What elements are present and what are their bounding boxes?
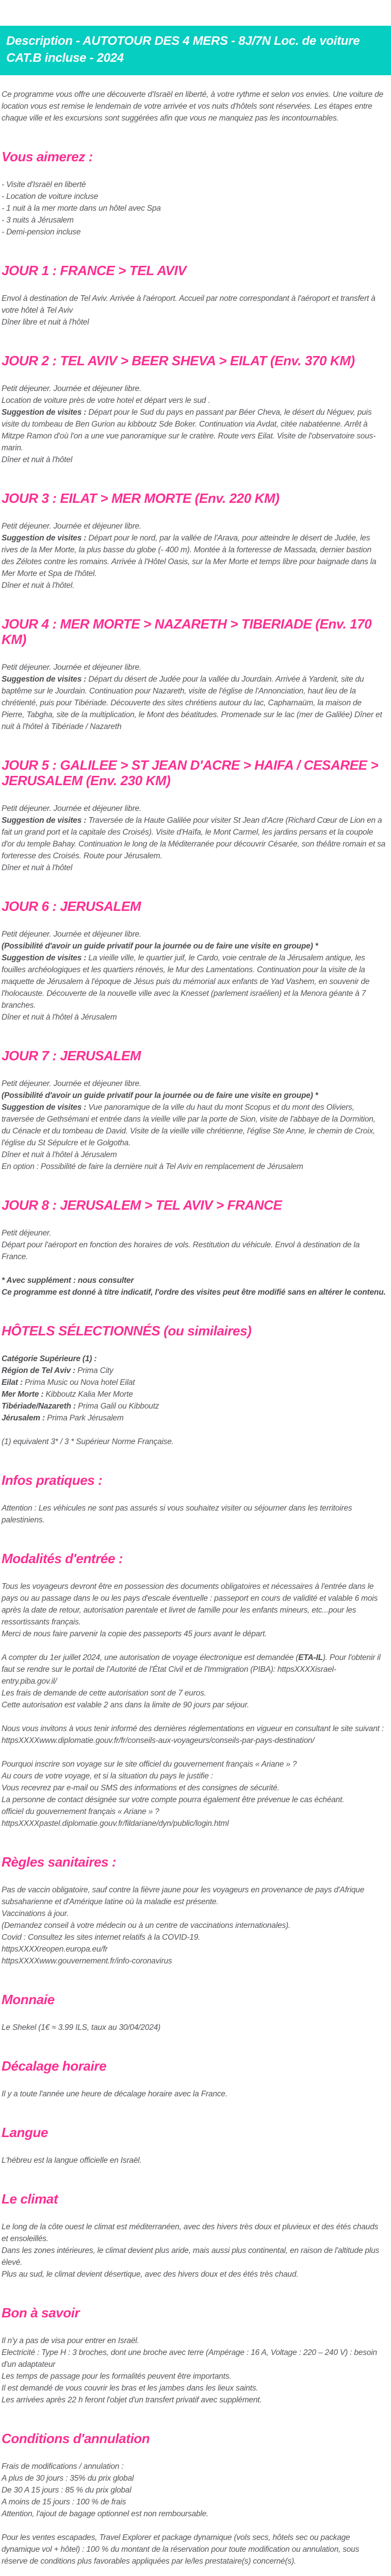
paragraph-line: [2, 1782, 386, 1794]
paragraph: [2, 1078, 386, 1173]
paragraph-line: [2, 1011, 386, 1023]
page: [0, 26, 391, 2566]
paragraph-line: [2, 226, 386, 238]
section: [2, 149, 386, 238]
paragraph-line: [2, 1365, 386, 1377]
section: [2, 1323, 386, 1448]
text: Dîner et nuit à l'hôtel.: [2, 581, 75, 590]
bold-text: Catégorie Supérieure (1) :: [2, 1354, 97, 1363]
document-body: [0, 89, 391, 2576]
text: Petit déjeuner. Journée et déjeuner libre.: [2, 930, 142, 939]
section-heading: Règles sanitaires :: [2, 1854, 117, 1870]
text: Dîner et nuit à l'hôtel: [2, 455, 73, 464]
text: Il est demandé de vous couvrir les bras et les jambes dans les lieux saints.: [2, 2384, 258, 2393]
text: Petit déjeuner. Journée et déjeuner libre.: [2, 1079, 142, 1088]
paragraph-line: [2, 214, 386, 226]
section-heading: JOUR 6 : JERUSALEM: [2, 899, 141, 914]
section-heading: JOUR 7 : JERUSALEM: [2, 1048, 141, 1063]
paragraph-line: [2, 532, 386, 580]
paragraph: [2, 2022, 386, 2033]
paragraph: [2, 1652, 386, 1711]
text: Dîner et nuit à l'hôtel à Jérusalem: [2, 1150, 117, 1159]
text: Petit déjeuner.: [2, 1229, 52, 1238]
section: [2, 616, 386, 733]
paragraph: [2, 1275, 386, 1298]
bold-text: Suggestion de visites :: [2, 534, 89, 543]
paragraph-line: [2, 2088, 386, 2100]
text: Frais de modifications / annulation :: [2, 2462, 124, 2471]
text: Merci de nous faire parvenir la copie des passeports 45 jours avant le départ.: [2, 1630, 267, 1638]
paragraph: [2, 2461, 386, 2520]
text: Il n'y a pas de visa pour entrer en Israël.: [2, 2336, 139, 2345]
paragraph-line: [2, 406, 386, 454]
bold-text: Suggestion de visites :: [2, 1103, 89, 1112]
paragraph: [2, 1723, 386, 1747]
section: [2, 1854, 386, 1967]
section-heading: JOUR 8 : JERUSALEM > TEL AVIV > FRANCE: [2, 1197, 282, 1213]
text: ). Pour l'obtenir il faut se rendre sur le portail de l'Autorité de l'État Civil et de l'Immigration (PIBA): httpsXXXXisrael-entry.piba.gov.il/: [2, 1653, 381, 1686]
paragraph-line: [2, 520, 386, 532]
paragraph-line: [2, 1400, 386, 1412]
paragraph-line: [2, 1955, 386, 1967]
paragraph: [2, 179, 386, 238]
text: Prima Galil ou Kibboutz: [77, 1402, 159, 1411]
text: La personne de contact désignée sur votre compte pourra également être prévenue le cas échéant.: [2, 1795, 345, 1804]
text: Plus au sud, le climat devient désertique, avec des hivers doux et des étés très chaud.: [2, 2270, 299, 2279]
paragraph: [2, 293, 386, 328]
paragraph-line: [2, 2484, 386, 2496]
paragraph-line: [2, 1943, 386, 1955]
section-heading: JOUR 4 : MER MORTE > NAZARETH > TIBERIADE (Env. 170 KM): [2, 616, 372, 647]
section: [2, 263, 386, 328]
text: Vous recevrez par e-mail ou SMS des informations et des consignes de sécurité.: [2, 1784, 280, 1792]
text: Location de voiture près de votre hotel et départ vers le sud .: [2, 396, 210, 405]
paragraph-line: [2, 2245, 386, 2268]
text: Attention, l'ajout de bagage optionnel est non remboursable.: [2, 2510, 209, 2518]
text: - 1 nuit à la mer morte dans un hôtel avec Spa: [2, 204, 161, 213]
text: Pourquoi inscrire son voyage sur le site officiel du gouvernement français « Ariane » ?: [2, 1760, 297, 1769]
text: Au cours de votre voyage, et si la situation du pays le justifie :: [2, 1772, 213, 1781]
paragraph-line: [2, 202, 386, 214]
text: Vaccinations à jour.: [2, 1909, 69, 1918]
paragraph-line: [2, 1758, 386, 1770]
section-heading: Vous aimerez :: [2, 149, 93, 164]
paragraph-line: [2, 395, 386, 406]
section: [2, 757, 386, 874]
paragraph: [2, 2532, 386, 2567]
paragraph-line: [2, 952, 386, 1011]
paragraph-line: [2, 1436, 386, 1448]
text: Il y a toute l'année une heure de décalage horaire avec la France.: [2, 2090, 227, 2098]
section-heading: JOUR 1 : FRANCE > TEL AVIV: [2, 263, 187, 278]
bold-text: (Possibilité d'avoir un guide privatif pour la journée ou de faire une visite en groupe) *: [2, 1091, 318, 1100]
section-heading: JOUR 3 : EILAT > MER MORTE (Env. 220 KM): [2, 490, 280, 506]
section: [2, 2125, 386, 2166]
section-heading: Infos pratiques :: [2, 1472, 103, 1488]
paragraph: [2, 383, 386, 466]
section: [2, 1992, 386, 2033]
section: [2, 1472, 386, 1526]
paragraph: [2, 1436, 386, 1448]
section: [2, 490, 386, 591]
paragraph-line: [2, 2532, 386, 2567]
paragraph-line: [2, 803, 386, 815]
paragraph-line: [2, 1652, 386, 1687]
bold-text: * Avec supplément : nous consulter: [2, 1276, 134, 1285]
paragraph: [2, 2155, 386, 2166]
text: Dîner et nuit à l'hôtel à Jérusalem: [2, 1013, 117, 1022]
text: Départ pour le Sud du pays en passant par Béer Cheva, le désert du Néguev, puis visite du tombeau de Ben Gurion au kibboutz Sde Boker. Continuation via Avdat, citée nabatéenne. Arrêt à Mitzpe Ramon d'où l'on a une vue panoramique sur le cratère. Route vers Eilat. Visite de l'observatoire sous-marin.: [2, 408, 376, 452]
paragraph-line: [2, 1078, 386, 1090]
paragraph-line: [2, 1770, 386, 1782]
paragraph-line: [2, 673, 386, 733]
text: A moins de 15 jours : 100 % de frais: [2, 2498, 126, 2506]
paragraph-line: [2, 1806, 386, 1818]
paragraph-line: [2, 454, 386, 466]
bold-text: Mer Morte :: [2, 1390, 46, 1399]
text: httpsXXXXwww.gouvernement.fr/info-coronavirus: [2, 1957, 172, 1965]
paragraph-line: [2, 1101, 386, 1149]
bold-text: Suggestion de visites :: [2, 816, 89, 825]
text: Covid : Consultez les sites internet relatifs à la COVID-19.: [2, 1933, 201, 1942]
text: Cette autorisation est valable 2 ans dans la limite de 90 jours par séjour.: [2, 1701, 249, 1709]
paragraph-line: [2, 1149, 386, 1161]
paragraph-line: [2, 2022, 386, 2033]
paragraph-line: [2, 1931, 386, 1943]
paragraph-line: [2, 2268, 386, 2280]
text: - Demi-pension incluse: [2, 228, 81, 236]
bold-text: Jérusalem :: [2, 1414, 47, 1422]
bold-text: Suggestion de visites :: [2, 954, 89, 962]
text: Petit déjeuner. Journée et déjeuner libre.: [2, 663, 142, 672]
paragraph-line: [2, 1818, 386, 1829]
text: Pour les ventes escapades, Travel Explorer et package dynamique (vols secs, hôtels sec ou package dynamique vol + hôtel) : 100 % du montant de la réservation pour toute modification ou annulation, sous réserve de conditions plus favorables appliquées par le/les prestataire(s) concerné(s).: [2, 2533, 360, 2566]
paragraph-line: [2, 1794, 386, 1806]
paragraph: [2, 2335, 386, 2406]
text: En option : Possibilité de faire la dernière nuit à Tel Aviv en remplacement de Jérusalem: [2, 1162, 303, 1171]
bold-text: Ce programme est donné à titre indicatif, l'ordre des visites peut être modifié sans en altérer le contenu.: [2, 1288, 386, 1297]
text: Kibboutz Kalia Mer Morte: [45, 1390, 133, 1399]
text: Les temps de passage pour les formalités peuvent être importants.: [2, 2372, 232, 2381]
text: - 3 nuits à Jérusalem: [2, 216, 74, 225]
paragraph-line: [2, 1687, 386, 1699]
text: Petit déjeuner. Journée et déjeuner libre.: [2, 384, 142, 393]
paragraph: [2, 2088, 386, 2100]
section-heading: Bon à savoir: [2, 2305, 80, 2320]
bold-text: Eilat :: [2, 1378, 25, 1387]
section-heading: Décalage horaire: [2, 2058, 107, 2074]
section: [2, 89, 386, 124]
bold-text: (Possibilité d'avoir un guide privatif pour la journée ou de faire une visite en groupe) *: [2, 942, 318, 951]
text: Envol à destination de Tel Aviv. Arrivée à l'aéroport. Accueil par notre correspondant à l'aéroport et transfert à votre hôtel à Tel Aviv: [2, 294, 376, 315]
section: [2, 1048, 386, 1173]
paragraph-line: [2, 89, 386, 124]
paragraph-line: [2, 928, 386, 940]
text: Dîner libre et nuit à l'hôtel: [2, 318, 89, 327]
paragraph: [2, 662, 386, 733]
section-heading: Langue: [2, 2125, 48, 2140]
paragraph-line: [2, 2155, 386, 2166]
paragraph-line: [2, 2508, 386, 2520]
text: Prima Music ou Nova hotel Eilat: [24, 1378, 135, 1387]
text: httpsXXXXreopen.europa.eu/fr: [2, 1945, 108, 1954]
paragraph-line: [2, 383, 386, 395]
text: La vieille ville, le quartier juif, le Cardo, voie centrale de la Jérusalem antique, les fouilles archéologiques et les quartiers rénovés, le Mur des Lamentations. Continuation pour la visite de la maquette de Jérusalem à l'époque de Jésus puis du mémorial aux enfants de Yad Vashem, en souvenir de l'holocauste. Découverte de la nouvelle ville avec la Knesset (parlement israélien) et la Menora géante à 7 branches.: [2, 954, 370, 1010]
text: Les frais de demande de cette autorisation sont de 7 euros.: [2, 1689, 206, 1698]
paragraph-line: [2, 1502, 386, 1526]
paragraph-line: [2, 1239, 386, 1263]
text: Dîner et nuit à l'hôtel: [2, 863, 73, 872]
paragraph: [2, 1884, 386, 1967]
text: Départ du désert de Judée pour la vallée du Jourdain. Arrivée à Yardenit, site du baptême sur le Jourdain. Continuation pour Nazareth, visite de l'église de l'Annonciation, haut lieu de la chrétienté, puis pour Tibériade. Découverte des sites chrétiens autour du lac, Capharnaüm, la maison de Pierre, Tabgha, site de la multiplication, le Mont des béatitudes. Promenade sur le lac (mer de Galilée) Dîner et nuit à l'hôtel à Tibériade / Nazareth: [2, 675, 382, 731]
paragraph-line: [2, 2335, 386, 2347]
paragraph-line: [2, 191, 386, 202]
paragraph: [2, 1758, 386, 1829]
text: Attention : Les véhicules ne sont pas assurés si vous souhaitez visiter ou séjourner dans les territoires palestiniens.: [2, 1504, 352, 1524]
paragraph-line: [2, 2394, 386, 2406]
section: [2, 1551, 386, 1829]
text: (1) equivalent 3* / 3 * Supérieur Norme Française.: [2, 1437, 174, 1446]
text: Pas de vaccin obligatoire, sauf contre la fièvre jaune pour les voyageurs en provenance de pays d'Afrique subsaharienne et d'Amérique latine où la maladie est présente.: [2, 1886, 365, 1906]
text: L'hébreu est la langue officielle en Israël.: [2, 2156, 142, 2165]
text: Les arrivées après 22 h feront l'objet d'un transfert privatif avec supplément.: [2, 2396, 262, 2404]
paragraph-line: [2, 1377, 386, 1388]
paragraph: [2, 1353, 386, 1424]
paragraph: [2, 1227, 386, 1263]
bold-text: Tibériade/Nazareth :: [2, 1402, 78, 1411]
text: Le Shekel (1€ ≈ 3.99 ILS, taux au 30/04/2024): [2, 2023, 161, 2032]
section-heading: Conditions d'annulation: [2, 2431, 150, 2446]
section-heading: Modalités d'entrée :: [2, 1551, 123, 1566]
page-title: Description - AUTOTOUR DES 4 MERS - 8J/7N Loc. de voiture CAT.B incluse - 2024: [6, 34, 360, 65]
paragraph-line: [2, 940, 386, 952]
paragraph-line: [2, 316, 386, 328]
paragraph-line: [2, 2472, 386, 2484]
bold-text: Suggestion de visites :: [2, 408, 89, 417]
text: Petit déjeuner. Journée et déjeuner libre.: [2, 804, 142, 813]
paragraph-line: [2, 2370, 386, 2382]
text: Traversée de la Haute Galilée pour visiter St Jean d'Acre (Richard Cœur de Lion en a fait un grand port et la capitale des Croisés). Visite d'Haïfa, le Mont Carmel, les jardins persans et la coupole d'or du temple Bahay. Continuation le long de la Méditerranée pour découvrir Césarée, son théâtre romain et sa forteresse des Croisés. Route pour Jérusalem.: [2, 816, 386, 860]
bold-text: Région de Tel Aviv :: [2, 1366, 78, 1375]
paragraph-line: [2, 1090, 386, 1101]
paragraph-line: [2, 293, 386, 316]
text: httpsXXXXpastel.diplomatie.gouv.fr/fildariane/dyn/public/login.html: [2, 1819, 229, 1828]
paragraph-line: [2, 179, 386, 191]
text: Vue panoramique de la ville du haut du mont Scopus et du mont des Oliviers, traversée de Gethsémani et entrée dans la vieille ville par la porte de Sion, visite de l'abbaye de la Dormition, du Cénacle et du tombeau de David. Visite de la vieille ville chrétienne, l'église Ste Anne, le chemin de Croix, l'église du St Sépulcre et le Golgotha.: [2, 1103, 376, 1147]
paragraph: [2, 1502, 386, 1526]
paragraph: [2, 2221, 386, 2280]
section: [2, 1197, 386, 1298]
text: Prima Park Jérusalem: [47, 1414, 124, 1422]
text: Départ pour le nord, par la vallée de l'Arava, pour atteindre le désert de Judée, les rives de la Mer Morte, la plus basse du globe (- 400 m). Montée à la forteresse de Massada, dernier bastion des Zélotes contre les romains. Arrivée à l'Hôtel Oasis, sur la Mer Morte et temps libre pour baignade dans la Mer Morte et Spa de l'hôtel.: [2, 534, 377, 578]
paragraph: [2, 89, 386, 124]
text: Electricité : Type H : 3 broches, dont une broche avec terre (Ampérage : 16 A, Voltage : 220 – 240 V) : besoin d'un adaptateur: [2, 2348, 377, 2369]
paragraph-line: [2, 1723, 386, 1747]
section-heading: Monnaie: [2, 1992, 55, 2007]
section: [2, 2431, 386, 2576]
section: [2, 2058, 386, 2100]
paragraph-line: [2, 1581, 386, 1628]
paragraph-line: [2, 2221, 386, 2245]
text: Dans les zones intérieures, le climat devient plus aride, mais aussi plus continental, en raison de l'altitude plus élevé.: [2, 2246, 380, 2267]
paragraph-line: [2, 1699, 386, 1711]
paragraph-line: [2, 2347, 386, 2370]
paragraph: [2, 803, 386, 874]
text: De 30 A 15 jours : 85 % du prix global: [2, 2486, 132, 2495]
section-heading: JOUR 2 : TEL AVIV > BEER SHEVA > EILAT (Env. 370 KM): [2, 353, 355, 368]
paragraph-line: [2, 662, 386, 673]
paragraph-line: [2, 1412, 386, 1424]
text: Petit déjeuner. Journée et déjeuner libre.: [2, 522, 142, 531]
paragraph-line: [2, 2496, 386, 2508]
paragraph: [2, 928, 386, 1023]
text: officiel du gouvernement français « Ariane » ?: [2, 1807, 159, 1816]
paragraph-line: [2, 1286, 386, 1298]
section: [2, 2305, 386, 2406]
text: A compter du 1er juillet 2024, une autorisation de voyage électronique est demandée (: [2, 1653, 299, 1662]
text: Nous vous invitons à vous tenir informé des dernières réglementations en vigueur en consultant le site suivant : httpsXXXXwww.diplomatie.gouv.fr/fr/conseils-aux-voyageurs/conseils-par-pays-destination/: [2, 1724, 384, 1745]
section: [2, 899, 386, 1023]
title-banner: [0, 26, 391, 75]
paragraph: [2, 1581, 386, 1640]
section-heading: HÔTELS SÉLECTIONNÉS (ou similaires): [2, 1323, 252, 1338]
paragraph-line: [2, 2461, 386, 2472]
bold-text: ETA-IL: [298, 1653, 323, 1662]
paragraph-line: [2, 1353, 386, 1365]
paragraph-line: [2, 1920, 386, 1931]
paragraph-line: [2, 2382, 386, 2394]
paragraph: [2, 520, 386, 591]
bold-text: Suggestion de visites :: [2, 675, 89, 684]
section-heading: Le climat: [2, 2191, 58, 2207]
paragraph-line: [2, 1275, 386, 1286]
text: - Visite d'Israël en liberté: [2, 180, 86, 189]
section: [2, 353, 386, 466]
paragraph-line: [2, 862, 386, 874]
text: Départ pour l'aéroport en fonction des horaires de vols. Restitution du véhicule. Envol à destination de la France.: [2, 1241, 360, 1261]
paragraph-line: [2, 1628, 386, 1640]
paragraph-line: [2, 1227, 386, 1239]
paragraph-line: [2, 1908, 386, 1920]
text: - Location de voiture incluse: [2, 192, 99, 201]
text: Ce programme vous offre une découverte d'Israël en liberté, à votre rythme et selon vos envies. Une voiture de location vous est remise le lendemain de votre arrivée et vos nuits d'hôtels sont réservées. Les étapes entre chaque ville et les excursions sont suggérées afin que vous ne manquiez pas les incontournables.: [2, 90, 383, 123]
text: Le long de la côte ouest le climat est méditerranéen, avec des hivers très doux et pluvieux et des étés chauds et ensoleillés.: [2, 2223, 379, 2243]
section: [2, 2191, 386, 2280]
text: Prima City: [77, 1366, 113, 1375]
paragraph-line: [2, 1388, 386, 1400]
paragraph-line: [2, 580, 386, 591]
paragraph-line: [2, 1161, 386, 1173]
paragraph-line: [2, 1884, 386, 1908]
paragraph-line: [2, 815, 386, 862]
text: A plus de 30 jours : 35% du prix global: [2, 2474, 134, 2483]
section-heading: JOUR 5 : GALILEE > ST JEAN D'ACRE > HAIFA / CESAREE > JERUSALEM (Env. 230 KM): [2, 757, 379, 788]
text: (Demandez conseil à votre médecin ou à un centre de vaccinations internationales).: [2, 1921, 291, 1930]
text: Tous les voyageurs devront être en possession des documents obligatoires et nécessaires à l'entrée dans le pays ou au passage dans le ou les pays d'escale éventuelle : passeport en cours de validité et valable 6 mois après la date de retour, autorisation parentale et livret de famille pour les enfants mineurs, etc...pour les ressortissants français.: [2, 1582, 378, 1626]
